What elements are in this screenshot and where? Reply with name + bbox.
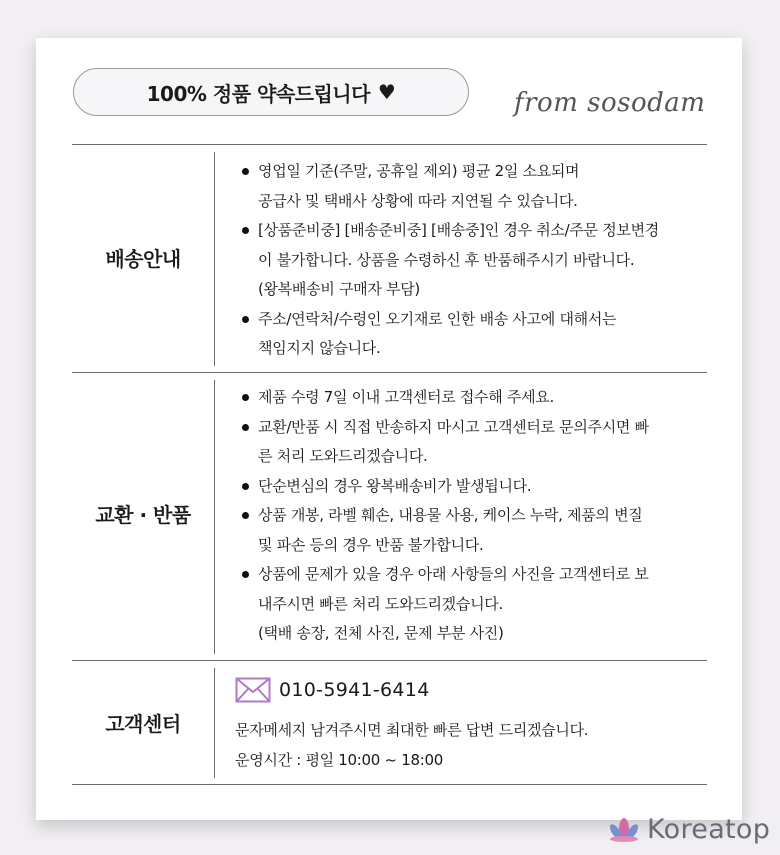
bullet-dot [242,512,249,519]
info-card [36,38,742,820]
bullet-dot [242,483,249,490]
section-label-customer-center: 고객센터 [105,712,181,736]
authenticity-badge [73,68,469,116]
column-divider [214,668,215,778]
bullet-dot [242,394,249,401]
phone-row [235,677,430,703]
list-item: [상품준비중] [배송준비중] [배송중]인 경우 취소/주문 정보변경 이 불가합니다. 상품을 수령하신 후 반품해주시기 바랍니다. (왕복배송비 구매자 부담) [236,216,716,305]
brand-signature: from sosodam [514,88,706,118]
list-item: 영업일 기준(주말, 공휴일 제외) 평균 2일 소요되며 공급사 및 택배사 상황에 따라 지연될 수 있습니다. [236,157,716,216]
column-divider [214,152,215,366]
badge-text: 100% 정품 약속드립니다 [146,81,370,106]
exchange-return-list [236,383,716,649]
divider [72,784,707,785]
bullet-dot [242,571,249,578]
column-divider [214,380,215,654]
watermark [607,814,770,845]
divider [72,144,707,145]
bullet-dot [242,316,249,323]
divider [72,372,707,373]
list-item: 단순변심의 경우 왕복배송비가 발생됩니다. [236,472,716,502]
list-item: 상품 개봉, 라벨 훼손, 내용물 사용, 케이스 누락, 제품의 변질 및 파손 등의 경우 반품 불가합니다. [236,501,716,560]
heart-icon: ♥ [377,80,396,104]
section-label-exchange-return: 교환 · 반품 [95,503,191,527]
watermark-text: Koreatop [647,814,771,845]
bullet-dot [242,424,249,431]
shipping-list [236,157,716,364]
list-item: 주소/연락처/수령인 오기재로 인한 배송 사고에 대해서는 책임지지 않습니다. [236,305,716,364]
divider [72,660,707,661]
list-item: 제품 수령 7일 이내 고객센터로 접수해 주세요. [236,383,716,413]
list-item: 상품에 문제가 있을 경우 아래 사항들의 사진을 고객센터로 보 내주시면 빠른 처리 도와드리겠습니다. (택배 송장, 전체 사진, 문제 부분 사진) [236,560,716,649]
cs-message-note: 문자메세지 남겨주시면 최대한 빠른 답변 드리겠습니다. [235,721,589,739]
lotus-icon [607,817,641,843]
bullet-dot [242,168,249,175]
phone-number: 010-5941-6414 [279,679,430,701]
list-item: 교환/반품 시 직접 반송하지 마시고 고객센터로 문의주시면 빠 른 처리 도와드리겠습니다. [236,413,716,472]
envelope-icon [235,677,271,703]
cs-business-hours: 운영시간 : 평일 10:00 ~ 18:00 [235,751,443,769]
section-label-shipping: 배송안내 [105,247,181,271]
bullet-dot [242,227,249,234]
